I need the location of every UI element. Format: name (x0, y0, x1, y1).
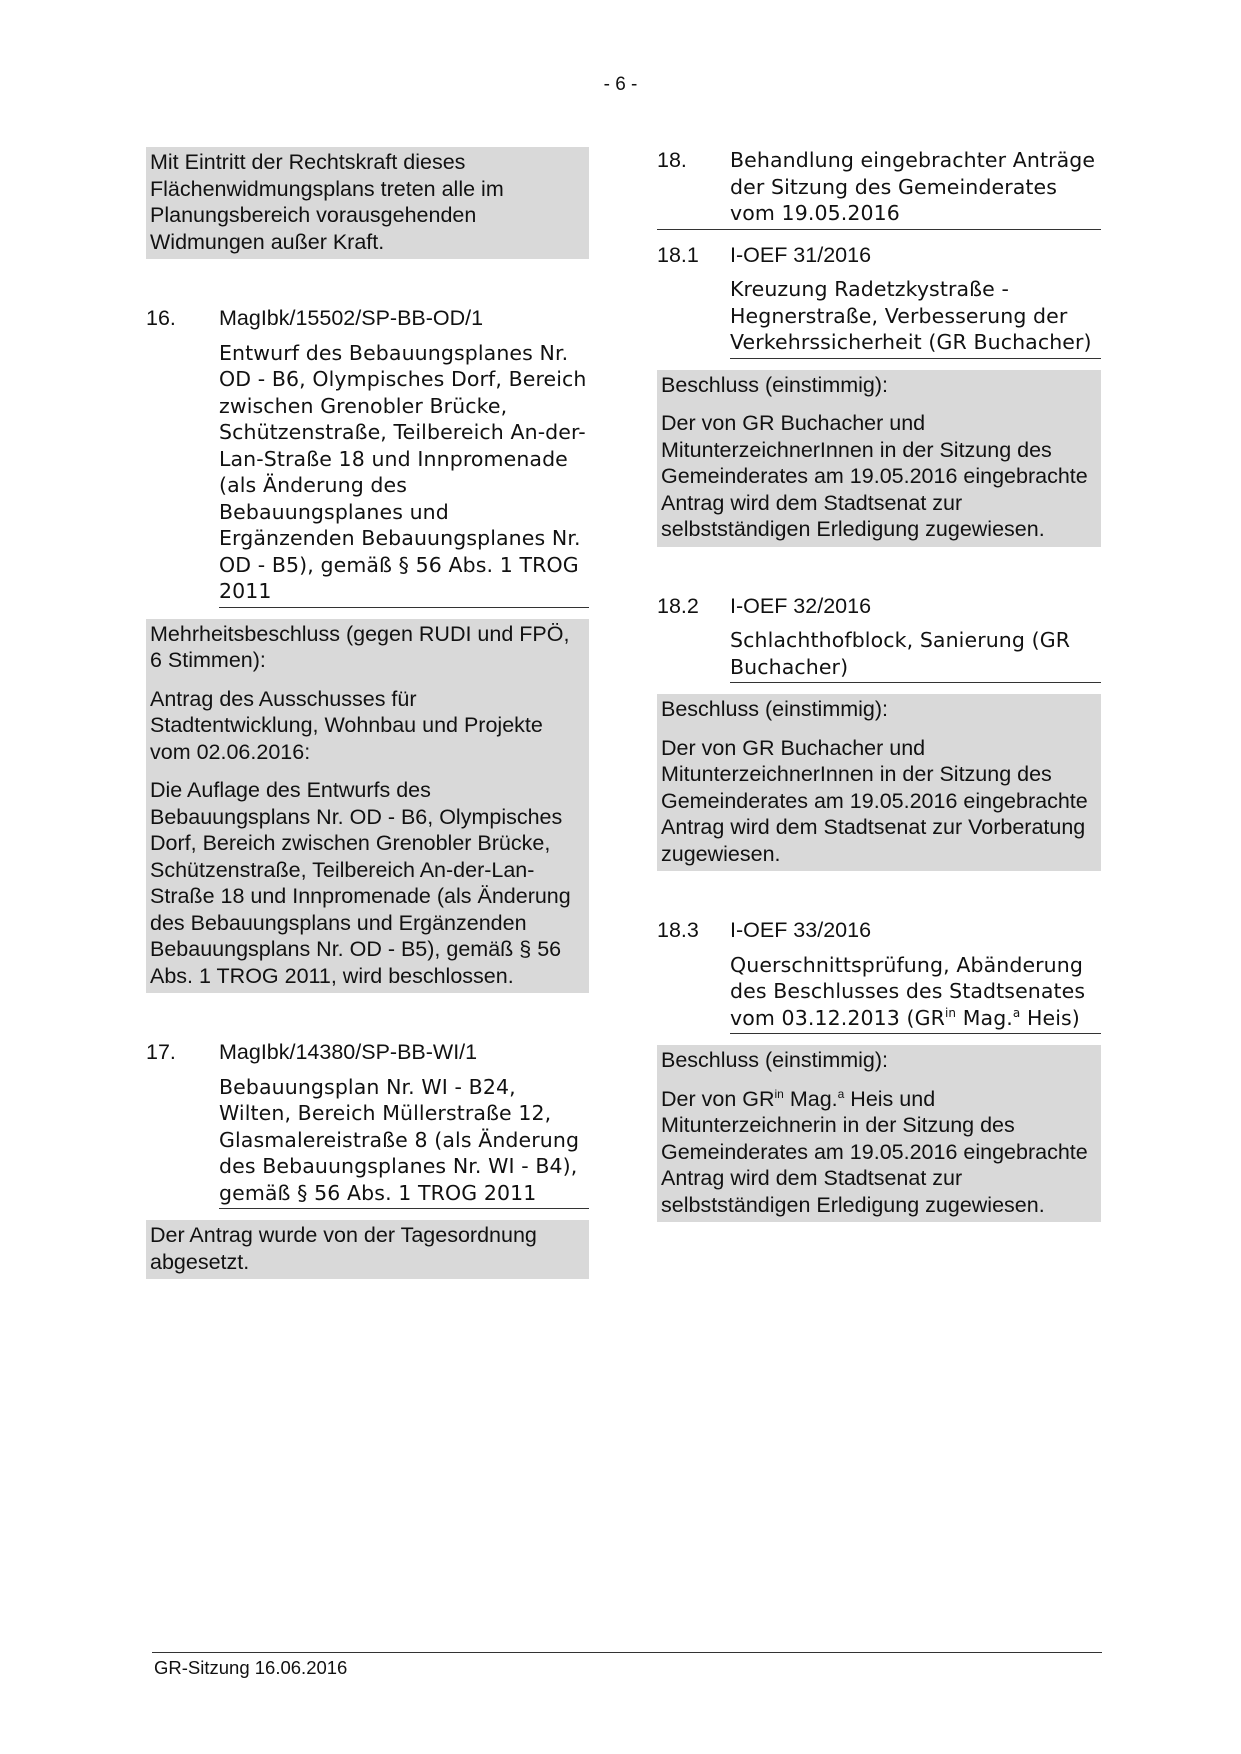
item-18-3-decision-box (657, 1045, 1101, 1222)
item-18-1-text: Der von GR Buchacher und MitunterzeichnerInnen in der Sitzung des Gemeinderates am 19.05.2016 eingebrachte Antrag wird dem Stadtsenat zur selbstständigen Erledigung zugewiesen. (661, 411, 1088, 541)
item-18-2-text: Der von GR Buchacher und MitunterzeichnerInnen in der Sitzung des Gemeinderates am 19.05.2016 eingebrachte Antrag wird dem Stadtsenat zur Vorberatung zugewiesen. (661, 735, 1088, 866)
item-17-decision-box (146, 1220, 589, 1279)
item-16-ref: MagIbk/15502/SP-BB-OD/1 (219, 306, 484, 330)
item-18-3-title (730, 952, 1101, 1035)
item-18-3-text-part-b: Mag. (783, 1086, 838, 1111)
item-18-2-number: 18.2 (657, 593, 699, 618)
item-18-header (657, 147, 1101, 230)
item-18-3-text-sup-a: a (837, 1086, 845, 1101)
item-18-3-text (661, 1086, 1097, 1219)
item-18-3-text-part-c: Heis und Mitunterzeichnerin in der Sitzung des Gemeinderates am 19.05.2016 eingebrachte Antrag wird dem Stadtsenat zur selbstständigen Erledigung zugewiesen. (661, 1086, 1088, 1217)
item-16-header (146, 305, 589, 332)
intro-box (146, 147, 589, 259)
item-18-3-text-part-a: Der von GR (661, 1086, 775, 1111)
item-18-3-number: 18.3 (657, 918, 699, 942)
left-column (146, 147, 589, 1279)
item-17-ref: MagIbk/14380/SP-BB-WI/1 (219, 1040, 478, 1064)
item-18-3-title-part-c: Heis) (1020, 1005, 1080, 1030)
item-18-title: Behandlung eingebrachter Anträge der Sitzung des Gemeinderates vom 19.05.2016 (730, 148, 1096, 225)
item-18-3-title-sup-in: in (944, 1005, 957, 1020)
item-18-3-text-sup-in: in (774, 1086, 784, 1101)
item-18-1-number: 18.1 (657, 242, 699, 267)
item-18-1-ref: I-OEF 31/2016 (730, 242, 872, 267)
item-16-motion: Antrag des Ausschusses für Stadtentwicklung, Wohnbau und Projekte vom 02.06.2016: (150, 686, 543, 764)
item-18-3-header (657, 917, 1101, 944)
item-18-1-header (657, 242, 1101, 269)
item-17-title: Bebauungsplan Nr. WI - B24, Wilten, Bereich Müllerstraße 12, Glasmalereistraße 8 (als Änderung des Bebauungsplanes Nr. WI - B4), gemäß § 56 Abs. 1 TROG 2011 (219, 1074, 589, 1210)
item-18-number: 18. (657, 148, 687, 172)
item-18-2-title: Schlachthofblock, Sanierung (GR Buchacher) (730, 627, 1101, 683)
item-18-2-ref: I-OEF 32/2016 (730, 593, 872, 618)
item-16-decision: Mehrheitsbeschluss (gegen RUDI und FPÖ, 6 Stimmen): (150, 621, 570, 672)
item-18-1-decision-box (657, 370, 1101, 547)
item-18-3-decision: Beschluss (einstimmig): (661, 1048, 888, 1072)
item-18-1-decision: Beschluss (einstimmig): (661, 372, 888, 397)
footer-text: GR-Sitzung 16.06.2016 (154, 1657, 348, 1678)
item-18-3-title-sup-a: a (1012, 1005, 1021, 1020)
item-18-1-title: Kreuzung Radetzkystraße - Hegnerstraße, Verbesserung der Verkehrssicherheit (GR Buchacher) (730, 276, 1101, 359)
item-17-header (146, 1039, 589, 1066)
intro-text: Mit Eintritt der Rechtskraft dieses Flächenwidmungsplans treten alle im Planungsbereich vorausgehenden Widmungen außer Kraft. (150, 150, 504, 254)
item-16-title: Entwurf des Bebauungsplanes Nr. OD - B6, Olympisches Dorf, Bereich zwischen Grenobler Brücke, Schützenstraße, Teilbereich An-der-Lan-Straße 18 und Innpromenade (als Änderung des Bebauungsplanes und Ergänzenden Bebauungsplanes Nr. OD - B5), gemäß § 56 Abs. 1 TROG 2011 (219, 340, 589, 608)
right-column (657, 147, 1101, 1222)
item-18-3-title-part-b: Mag. (956, 1005, 1013, 1030)
item-17-number: 17. (146, 1040, 176, 1064)
item-16-decision-box (146, 619, 589, 994)
footer-divider (152, 1652, 1102, 1653)
item-17-text: Der Antrag wurde von der Tagesordnung abgesetzt. (150, 1223, 537, 1274)
item-18-2-header (657, 593, 1101, 620)
item-16-text: Die Auflage des Entwurfs des Bebauungsplans Nr. OD - B6, Olympisches Dorf, Bereich zwischen Grenobler Brücke, Schützenstraße, Teilbereich An-der-Lan-Straße 18 und Innpromenade (als Änderung des Bebauungsplans und Ergänzenden Bebauungsplans Nr. OD - B5), gemäß § 56 Abs. 1 TROG 2011, wird beschlossen. (150, 778, 571, 988)
page-number: - 6 - (603, 74, 638, 95)
item-16-number: 16. (146, 306, 176, 330)
item-18-3-title-part-a: Querschnittsprüfung, Abänderung des Beschlusses des Stadtsenates vom 03.12.2013 (GR (730, 952, 1086, 1030)
item-18-3-ref: I-OEF 33/2016 (730, 918, 872, 942)
item-18-2-decision: Beschluss (einstimmig): (661, 697, 888, 721)
item-18-2-decision-box (657, 694, 1101, 871)
